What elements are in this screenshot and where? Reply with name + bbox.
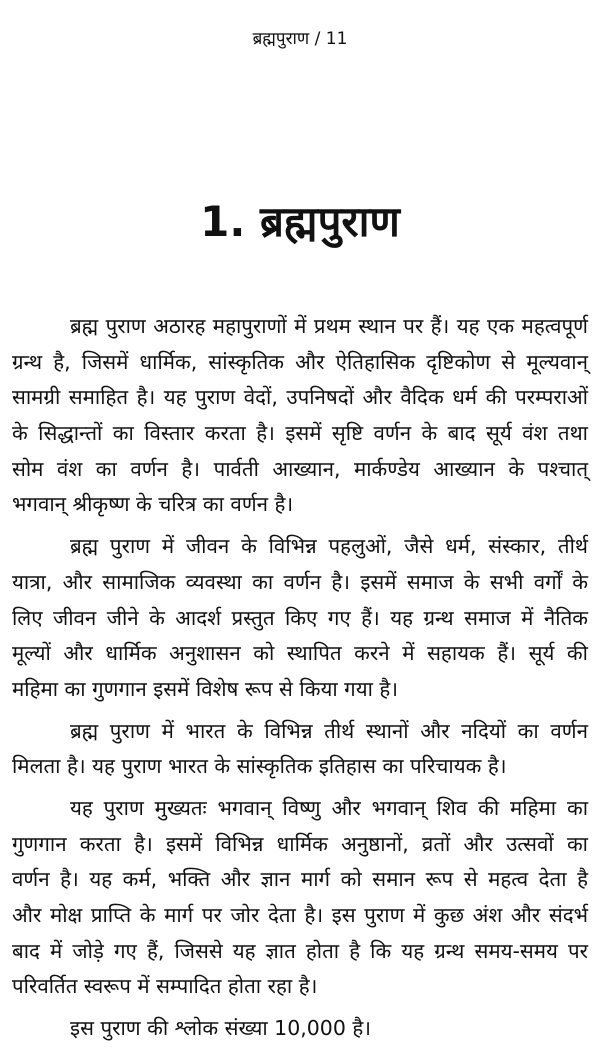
text-line: परिवर्तित स्वरूप में सम्पादित होता रहा है। [12,974,318,999]
text-line: इस पुराण की श्लोक संख्या 10,000 है। [70,1016,372,1041]
text-line: सामग्री समाहित है। यह पुराण वेदों, उपनिषदों और वैदिक धर्म की परम्पराओं [12,385,588,410]
text-line: यात्रा, और सामाजिक व्यवस्था का वर्णन है। इसमें समाज के सभी वर्गों के [12,569,588,594]
text-line: ब्रह्म पुराण में भारत के विभिन्न तीर्थ स्थानों और नदियों का वर्णन [70,718,588,743]
body-text [12,309,588,1053]
text-line: मूल्यों और धार्मिक अनुशासन को स्थापित करने में सहायक हैं। सूर्य की [12,641,588,666]
text-line: मिलता है। यह पुराण भारत के सांस्कृतिक इतिहास का परिचायक है। [12,754,507,779]
text-line: गुणगान करता है। इसमें विभिन्न धार्मिक अनुष्ठानों, व्रतों और उत्सवों का [12,831,588,856]
text-line: बाद में जोड़े गए हैं, जिससे यह ज्ञात होता है कि यह ग्रन्थ समय-समय पर [12,938,588,963]
text-line: यह पुराण मुख्यतः भगवान् विष्णु और भगवान् शिव की महिमा का [70,795,588,820]
text-line: ब्रह्म पुराण में जीवन के विभिन्न पहलुओं, जैसे धर्म, संस्कार, तीर्थ [70,534,588,559]
running-header: ब्रह्मपुराण / 11 [252,29,348,49]
paragraph [12,791,588,1005]
text-line: के सिद्धान्तों का विस्तार करता है। इसमें सृष्टि वर्णन के बाद सूर्य वंश तथा [12,421,588,446]
chapter-title: 1. ब्रह्मपुराण [200,197,400,246]
paragraph [12,1011,588,1047]
text-line: महिमा का गुणगान इसमें विशेष रूप से किया गया है। [12,676,399,701]
text-line: लिए जीवन जीने के आदर्श प्रस्तुत किए गए हैं। यह ग्रन्थ समाज में नैतिक [12,605,588,630]
paragraph [12,529,588,707]
paragraph [12,309,588,523]
text-line: और मोक्ष प्राप्ति के मार्ग पर जोर देता है। इस पुराण में कुछ अंश और संदर्भ [12,903,588,927]
text-line: वर्णन है। यह कर्म, भक्ति और ज्ञान मार्ग को समान रूप से महत्व देता है [12,867,588,892]
text-line: ग्रन्थ है, जिसमें धार्मिक, सांस्कृतिक और ऐतिहासिक दृष्टिकोण से मूल्यवान् [12,349,588,374]
text-line: भगवान् श्रीकृष्ण के चरित्र का वर्णन है। [12,492,294,517]
text-line: सोम वंश का वर्णन है। पार्वती आख्यान, मार्कण्डेय आख्यान के पश्चात् [12,456,588,481]
text-line: ब्रह्म पुराण अठारह महापुराणों में प्रथम स्थान पर हैं। यह एक महत्वपूर्ण [70,314,588,338]
paragraph [12,714,588,785]
